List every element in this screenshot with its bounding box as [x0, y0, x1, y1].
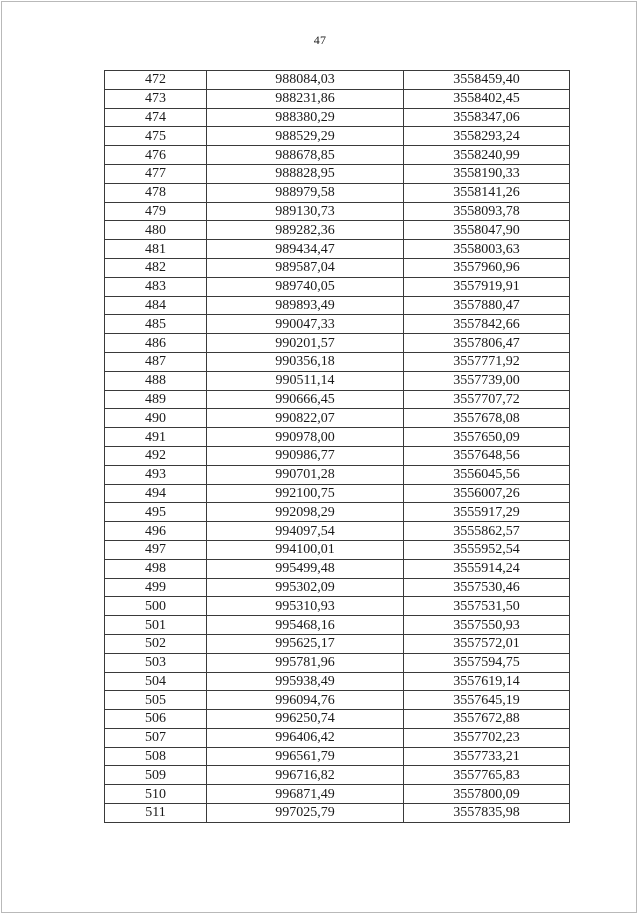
y-coordinate-cell: 3557919,91	[404, 277, 570, 296]
point-number-cell: 472	[105, 71, 207, 90]
table-row	[105, 804, 570, 823]
table-row	[105, 785, 570, 804]
table-row	[105, 616, 570, 635]
point-number-cell: 493	[105, 465, 207, 484]
x-coordinate-cell: 989130,73	[207, 202, 404, 221]
x-coordinate-cell: 989893,49	[207, 296, 404, 315]
table-row	[105, 371, 570, 390]
table-row	[105, 334, 570, 353]
table-row	[105, 484, 570, 503]
x-coordinate-cell: 990047,33	[207, 315, 404, 334]
y-coordinate-cell: 3557572,01	[404, 634, 570, 653]
point-number-cell: 510	[105, 785, 207, 804]
y-coordinate-cell: 3557619,14	[404, 672, 570, 691]
y-coordinate-cell: 3555914,24	[404, 559, 570, 578]
y-coordinate-cell: 3557842,66	[404, 315, 570, 334]
y-coordinate-cell: 3557645,19	[404, 691, 570, 710]
table-row	[105, 352, 570, 371]
y-coordinate-cell: 3557835,98	[404, 804, 570, 823]
point-number-cell: 489	[105, 390, 207, 409]
table-row	[105, 597, 570, 616]
point-number-cell: 511	[105, 804, 207, 823]
table-row	[105, 108, 570, 127]
table-row	[105, 465, 570, 484]
x-coordinate-cell: 995781,96	[207, 653, 404, 672]
x-coordinate-cell: 995938,49	[207, 672, 404, 691]
y-coordinate-cell: 3558402,45	[404, 89, 570, 108]
y-coordinate-cell: 3557739,00	[404, 371, 570, 390]
table-row	[105, 503, 570, 522]
point-number-cell: 478	[105, 183, 207, 202]
point-number-cell: 475	[105, 127, 207, 146]
x-coordinate-cell: 996561,79	[207, 747, 404, 766]
table-row	[105, 672, 570, 691]
page-number: 47	[313, 33, 327, 47]
x-coordinate-cell: 997025,79	[207, 804, 404, 823]
x-coordinate-cell: 990978,00	[207, 428, 404, 447]
y-coordinate-cell: 3558003,63	[404, 240, 570, 259]
table-row	[105, 390, 570, 409]
table-row	[105, 89, 570, 108]
x-coordinate-cell: 990666,45	[207, 390, 404, 409]
point-number-cell: 479	[105, 202, 207, 221]
table-row	[105, 578, 570, 597]
y-coordinate-cell: 3558093,78	[404, 202, 570, 221]
point-number-cell: 495	[105, 503, 207, 522]
y-coordinate-cell: 3556007,26	[404, 484, 570, 503]
y-coordinate-cell: 3557733,21	[404, 747, 570, 766]
point-number-cell: 486	[105, 334, 207, 353]
table-row	[105, 540, 570, 559]
y-coordinate-cell: 3557594,75	[404, 653, 570, 672]
point-number-cell: 474	[105, 108, 207, 127]
y-coordinate-cell: 3558293,24	[404, 127, 570, 146]
x-coordinate-cell: 990701,28	[207, 465, 404, 484]
x-coordinate-cell: 988380,29	[207, 108, 404, 127]
point-number-cell: 482	[105, 258, 207, 277]
point-number-cell: 501	[105, 616, 207, 635]
point-number-cell: 490	[105, 409, 207, 428]
x-coordinate-cell: 995468,16	[207, 616, 404, 635]
table-row	[105, 653, 570, 672]
table-row	[105, 409, 570, 428]
point-number-cell: 506	[105, 710, 207, 729]
x-coordinate-cell: 992100,75	[207, 484, 404, 503]
x-coordinate-cell: 990201,57	[207, 334, 404, 353]
table-row	[105, 127, 570, 146]
table-row	[105, 277, 570, 296]
x-coordinate-cell: 990822,07	[207, 409, 404, 428]
y-coordinate-cell: 3557880,47	[404, 296, 570, 315]
x-coordinate-cell: 988828,95	[207, 164, 404, 183]
table-row	[105, 164, 570, 183]
x-coordinate-cell: 989740,05	[207, 277, 404, 296]
y-coordinate-cell: 3558141,26	[404, 183, 570, 202]
x-coordinate-cell: 996871,49	[207, 785, 404, 804]
point-number-cell: 503	[105, 653, 207, 672]
x-coordinate-cell: 988529,29	[207, 127, 404, 146]
y-coordinate-cell: 3557550,93	[404, 616, 570, 635]
point-number-cell: 500	[105, 597, 207, 616]
y-coordinate-cell: 3558047,90	[404, 221, 570, 240]
point-number-cell: 507	[105, 728, 207, 747]
table-row	[105, 315, 570, 334]
y-coordinate-cell: 3557650,09	[404, 428, 570, 447]
x-coordinate-cell: 995499,48	[207, 559, 404, 578]
y-coordinate-cell: 3558459,40	[404, 71, 570, 90]
table-row	[105, 296, 570, 315]
point-number-cell: 502	[105, 634, 207, 653]
y-coordinate-cell: 3557707,72	[404, 390, 570, 409]
point-number-cell: 485	[105, 315, 207, 334]
y-coordinate-cell: 3558190,33	[404, 164, 570, 183]
x-coordinate-cell: 996250,74	[207, 710, 404, 729]
x-coordinate-cell: 988678,85	[207, 146, 404, 165]
y-coordinate-cell: 3558240,99	[404, 146, 570, 165]
y-coordinate-cell: 3557678,08	[404, 409, 570, 428]
point-number-cell: 473	[105, 89, 207, 108]
point-number-cell: 483	[105, 277, 207, 296]
x-coordinate-cell: 989587,04	[207, 258, 404, 277]
table-row	[105, 428, 570, 447]
y-coordinate-cell: 3557530,46	[404, 578, 570, 597]
y-coordinate-cell: 3557648,56	[404, 446, 570, 465]
point-number-cell: 491	[105, 428, 207, 447]
coordinates-table-body	[105, 71, 570, 823]
point-number-cell: 504	[105, 672, 207, 691]
point-number-cell: 509	[105, 766, 207, 785]
point-number-cell: 496	[105, 522, 207, 541]
table-row	[105, 766, 570, 785]
table-row	[105, 202, 570, 221]
x-coordinate-cell: 988231,86	[207, 89, 404, 108]
y-coordinate-cell: 3555952,54	[404, 540, 570, 559]
point-number-cell: 476	[105, 146, 207, 165]
x-coordinate-cell: 990356,18	[207, 352, 404, 371]
point-number-cell: 499	[105, 578, 207, 597]
x-coordinate-cell: 988979,58	[207, 183, 404, 202]
y-coordinate-cell: 3557765,83	[404, 766, 570, 785]
x-coordinate-cell: 996094,76	[207, 691, 404, 710]
table-row	[105, 522, 570, 541]
y-coordinate-cell: 3557800,09	[404, 785, 570, 804]
table-row	[105, 634, 570, 653]
x-coordinate-cell: 992098,29	[207, 503, 404, 522]
x-coordinate-cell: 989282,36	[207, 221, 404, 240]
point-number-cell: 484	[105, 296, 207, 315]
coordinates-table	[104, 70, 570, 823]
table-row	[105, 728, 570, 747]
table-row	[105, 691, 570, 710]
y-coordinate-cell: 3555917,29	[404, 503, 570, 522]
y-coordinate-cell: 3557806,47	[404, 334, 570, 353]
y-coordinate-cell: 3555862,57	[404, 522, 570, 541]
x-coordinate-cell: 995625,17	[207, 634, 404, 653]
table-row	[105, 710, 570, 729]
point-number-cell: 505	[105, 691, 207, 710]
y-coordinate-cell: 3557672,88	[404, 710, 570, 729]
x-coordinate-cell: 990986,77	[207, 446, 404, 465]
x-coordinate-cell: 995302,09	[207, 578, 404, 597]
table-row	[105, 240, 570, 259]
x-coordinate-cell: 996716,82	[207, 766, 404, 785]
point-number-cell: 488	[105, 371, 207, 390]
point-number-cell: 481	[105, 240, 207, 259]
y-coordinate-cell: 3557702,23	[404, 728, 570, 747]
x-coordinate-cell: 994100,01	[207, 540, 404, 559]
table-row	[105, 71, 570, 90]
table-row	[105, 559, 570, 578]
y-coordinate-cell: 3556045,56	[404, 465, 570, 484]
y-coordinate-cell: 3557771,92	[404, 352, 570, 371]
point-number-cell: 487	[105, 352, 207, 371]
point-number-cell: 492	[105, 446, 207, 465]
x-coordinate-cell: 988084,03	[207, 71, 404, 90]
y-coordinate-cell: 3557960,96	[404, 258, 570, 277]
x-coordinate-cell: 996406,42	[207, 728, 404, 747]
y-coordinate-cell: 3557531,50	[404, 597, 570, 616]
point-number-cell: 497	[105, 540, 207, 559]
point-number-cell: 494	[105, 484, 207, 503]
table-row	[105, 221, 570, 240]
point-number-cell: 498	[105, 559, 207, 578]
table-row	[105, 146, 570, 165]
table-row	[105, 446, 570, 465]
table-row	[105, 258, 570, 277]
x-coordinate-cell: 995310,93	[207, 597, 404, 616]
table-row	[105, 183, 570, 202]
point-number-cell: 508	[105, 747, 207, 766]
point-number-cell: 477	[105, 164, 207, 183]
y-coordinate-cell: 3558347,06	[404, 108, 570, 127]
table-row	[105, 747, 570, 766]
x-coordinate-cell: 990511,14	[207, 371, 404, 390]
x-coordinate-cell: 989434,47	[207, 240, 404, 259]
point-number-cell: 480	[105, 221, 207, 240]
x-coordinate-cell: 994097,54	[207, 522, 404, 541]
